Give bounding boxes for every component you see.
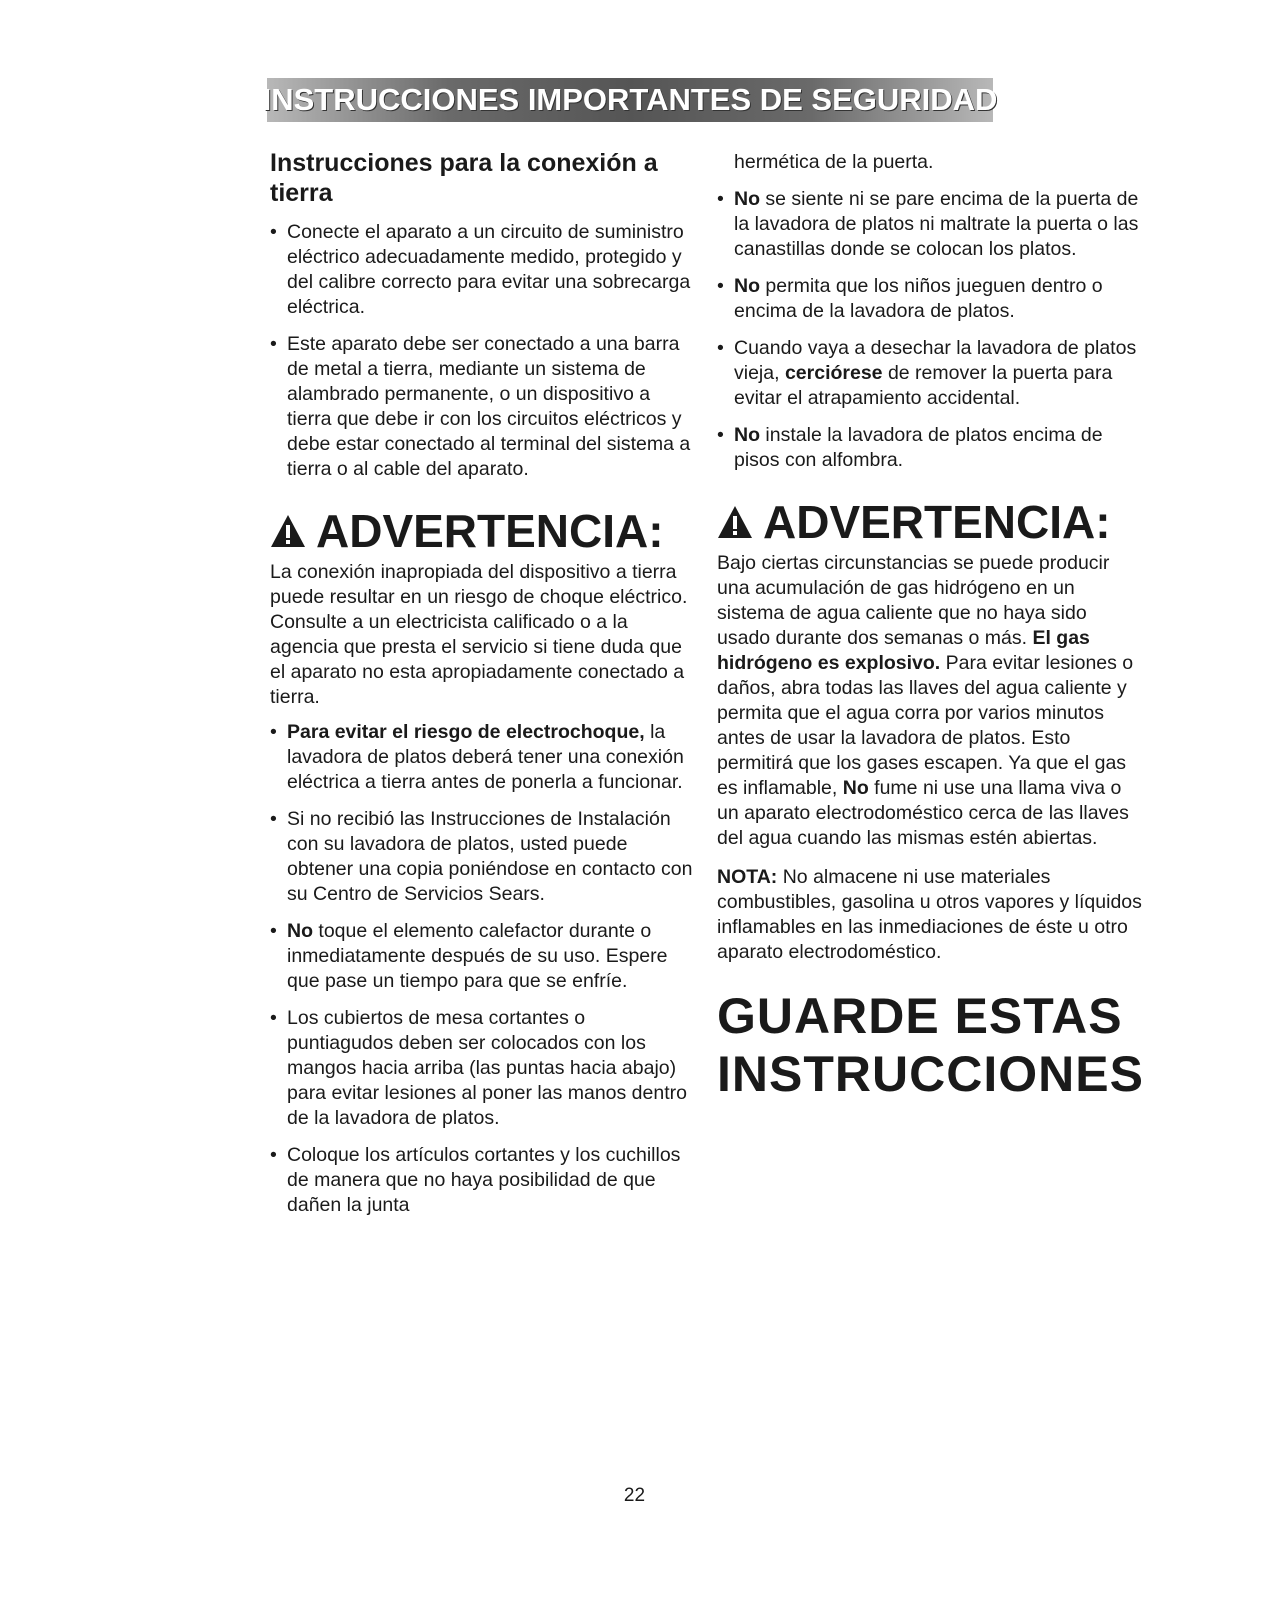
bullet-cutlery: • Los cubiertos de mesa cortantes o puntiagudos deben ser colocados con los mangos hacia arriba (las puntas hacia abajo) para evitar lesiones al poner las manos dentro de la lavadora de platos. [270,1006,695,1131]
bullet-text: la lavadora de platos deberá tener una conexión eléctrica a tierra antes de ponerla a funcionar. [287,721,684,793]
bullet-discard [717,336,1142,411]
hydrogen-text: Bajo ciertas circunstancias se puede producir una acumulación de gas hidrógeno en un sistema de agua caliente que no haya sido usado durante dos semanas o más. [717,552,1110,649]
hydrogen-text: fume ni use una llama viva o un aparato electrodoméstico cerca de las llaves del agua cuando las mismas estén abiertas. [717,777,1129,849]
left-column [270,148,695,1230]
note-label: NOTA: [717,866,778,888]
note-text [717,865,1142,965]
continuation-text: hermética de la puerta. [734,151,934,173]
banner-title: INSTRUCCIONES IMPORTANTES DE SEGURIDAD [262,82,998,117]
section-banner [262,78,998,122]
bullet-text: de remover la puerta para evitar el atrapamiento accidental. [734,362,1113,409]
bold-word: cerciórese [784,362,883,384]
right-column [717,148,1142,1103]
page-number: 22 [623,1485,646,1506]
hydrogen-bold: El gas hidrógeno es explosivo. [717,627,1090,674]
warning-heading-left [270,506,695,556]
bold-lead: Para evitar el riesgo de electrochoque, [287,721,645,743]
warning-triangle-icon [270,514,306,548]
bullet-text: se siente ni se pare encima de la puerta de la lavadora de platos ni maltrate la puerta o las canastillas donde se colocan los platos. [734,188,1139,260]
bullet-manual: • Si no recibió las Instrucciones de Instalación con su lavadora de platos, usted puede obtener una copia poniéndose en contacto con su Centro de Servicios Sears. [270,807,695,907]
bold-no: No [842,777,869,799]
bold-no: No [287,920,313,942]
warning-label: ADVERTENCIA: [316,505,664,557]
bullet-text: Cuando vaya a desechar la lavadora de platos vieja, [734,337,1137,384]
bold-no: No [734,188,760,210]
grounding-section-title: Instrucciones para la conexión a tierra [270,149,658,207]
save-instructions-heading [717,987,1142,1103]
warning-triangle-icon [717,505,753,539]
note-body: No almacene ni use materiales combustibles, gasolina u otros vapores y líquidos inflamables en las inmediaciones de éste u otro aparato electrodoméstico. [717,866,1142,963]
save-line-1: GUARDE ESTAS [717,988,1123,1044]
bullet-carpet [717,423,1142,473]
save-line-2: INSTRUCCIONES [717,1046,1144,1102]
bullet-circuit: • Conecte el aparato a un circuito de suministro eléctrico adecuadamente medido, protegido y del calibre correcto para evitar una sobrecarga eléctrica. [270,220,695,320]
bullet-shock [270,720,695,795]
bullet-text: permita que los niños jueguen dentro o encima de la lavadora de platos. [734,275,1103,322]
bullet-sit [717,187,1142,262]
bold-no: No [734,424,760,446]
bullet-metal-bar: • Este aparato debe ser conectado a una barra de metal a tierra, mediante un sistema de alambrado permanente, o un dispositivo a tierra que debe ir con los circuitos eléctricos y debe estar conectado al terminal del sistema a tierra o al cable del aparato. [270,332,695,482]
bullet-heater [270,919,695,994]
bullet-text: toque el elemento calefactor durante o inmediatamente después de su uso. Espere que pase un tiempo para que se enfríe. [287,920,668,992]
bullet-text: instale la lavadora de platos encima de pisos con alfombra. [734,424,1103,471]
bold-no: No [734,275,760,297]
warning-heading-right [717,497,1142,547]
warning-label: ADVERTENCIA: [763,496,1111,548]
warning-text-grounding: La conexión inapropiada del dispositivo a tierra puede resultar en un riesgo de choque eléctrico. Consulte a un electricista calificado o a la agencia que presta el servicio si tiene duda que el aparato no esta apropiadamente conectado a tierra. [270,561,688,708]
hydrogen-text: Para evitar lesiones o daños, abra todas las llaves del agua caliente y permita que el agua corra por varios minutos antes de usar la lavadora de platos. Esto permitirá que los gases escapen. Ya que el gas es inflamable, [717,652,1134,799]
bullet-children [717,274,1142,324]
bullet-knives: • Coloque los artículos cortantes y los cuchillos de manera que no haya posibilidad de que dañen la junta [270,1143,695,1218]
warning-text-hydrogen [717,551,1142,851]
